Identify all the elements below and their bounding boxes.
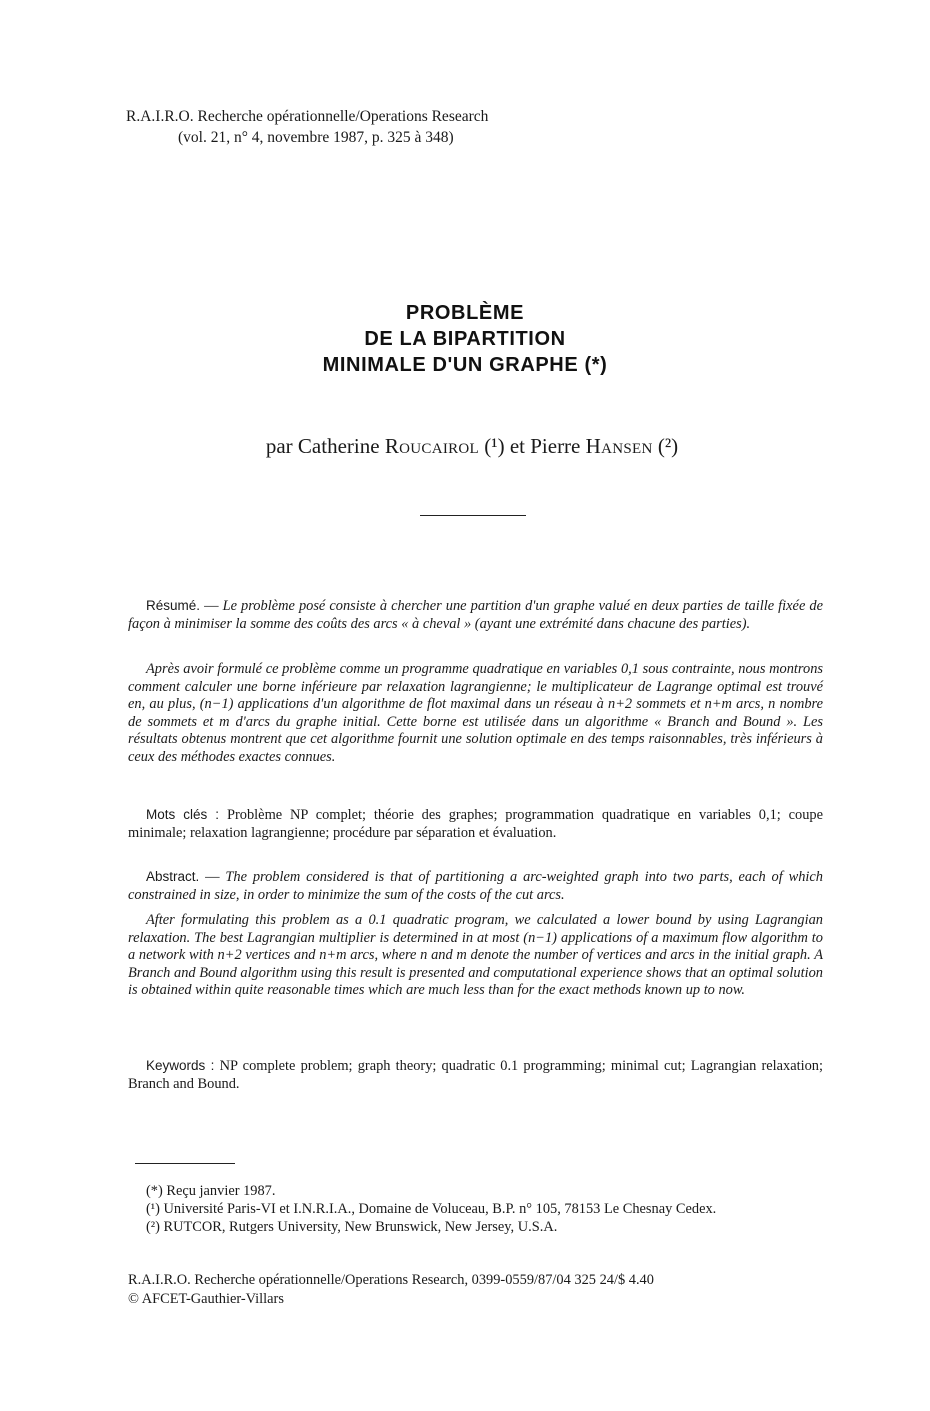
publication-info: R.A.I.R.O. Recherche opérationnelle/Operations Research, 0399-0559/87/04 325 24/$ 4.40 bbox=[128, 1272, 654, 1288]
keywords-text: NP complete problem; graph theory; quadratic 0.1 programming; minimal cut; Lagrangian relaxation; Branch and Bound. bbox=[128, 1058, 823, 1092]
abstract-label: Abstract. bbox=[146, 869, 200, 884]
footnote-affiliation-2: (²) RUTCOR, Rutgers University, New Brunswick, New Jersey, U.S.A. bbox=[146, 1219, 558, 1235]
keywords-paragraph bbox=[128, 1057, 823, 1093]
title-separator-rule bbox=[420, 515, 526, 516]
author-connector: et Pierre bbox=[509, 434, 586, 458]
resume-label: Résumé. bbox=[146, 598, 201, 613]
title-line-2: DE LA BIPARTITION bbox=[364, 328, 566, 350]
resume-text-1: Le problème posé consiste à chercher une partition d'un graphe valué en deux parties de taille fixée de façon à minimiser la somme des coûts des arcs « à cheval » (ayant une extrémité dans chacune des parties). bbox=[128, 598, 823, 632]
abstract-text-2: After formulating this problem as a 0.1 quadratic program, we calculated a lower bound by using Lagrangian relaxation. The best Lagrangian multiplier is determined in at most (n−1) applications of a maximum flow algorithm to a network with n+2 vertices and n+m arcs, where n and m denote the number of vertices and arcs in the initial graph. A Branch and Bound algorithm using this result is presented and computational experience shows that an optimal solution is obtained within quite reasonable times which are much less than for the exact methods known up to now. bbox=[128, 912, 823, 999]
resume-paragraph-1 bbox=[128, 597, 823, 633]
journal-name: R.A.I.R.O. Recherche opérationnelle/Operations Research bbox=[126, 108, 489, 125]
mots-cles-paragraph bbox=[128, 806, 823, 842]
author-1-surname: Roucairol bbox=[384, 434, 480, 458]
author-prefix: par Catherine bbox=[265, 434, 385, 458]
author-line bbox=[0, 434, 930, 459]
title-line-1: PROBLÈME bbox=[405, 302, 525, 324]
mots-cles-text: Problème NP complet; théorie des graphes; programmation quadratique en variables 0,1; coupe minimale; relaxation lagrangienne; procédure par séparation et évaluation. bbox=[128, 807, 823, 841]
author-2-mark: (²) bbox=[652, 434, 679, 458]
journal-header bbox=[126, 106, 488, 148]
abstract-dash: — bbox=[199, 869, 226, 885]
footnote-separator-rule bbox=[135, 1163, 235, 1164]
journal-volume: (vol. 21, n° 4, novembre 1987, p. 325 à 348) bbox=[178, 129, 454, 146]
author-2-surname: Hansen bbox=[585, 434, 653, 458]
paper-title bbox=[0, 300, 930, 378]
publication-footer bbox=[128, 1271, 654, 1309]
mots-cles-label: Mots clés : bbox=[146, 807, 227, 822]
footnotes bbox=[128, 1182, 825, 1236]
resume-dash: — bbox=[200, 598, 223, 614]
copyright-line: © AFCET-Gauthier-Villars bbox=[128, 1291, 284, 1307]
title-line-3: MINIMALE D'UN GRAPHE (*) bbox=[322, 354, 608, 376]
abstract-paragraph-1 bbox=[128, 868, 823, 904]
footnote-received: (*) Reçu janvier 1987. bbox=[146, 1183, 276, 1199]
abstract-text-1: The problem considered is that of partitioning a arc-weighted graph into two parts, each of which constrained in size, in order to minimize the sum of the costs of the cut arcs. bbox=[128, 869, 823, 903]
resume-text-2: Après avoir formulé ce problème comme un programme quadratique en variables 0,1 sous contrainte, nous montrons comment calculer une borne inférieure par relaxation lagrangienne; le multiplicateur de Lagrange optimal est trouvé en, au plus, (n−1) applications d'un algorithme de flot maximal dans un réseau à n+2 sommets et n+m arcs, n nombre de sommets et m d'arcs du graphe initial. Cette borne est utilisée dans un algorithme « Branch and Bound ». Les résultats obtenus montrent que cet algorithme fournit une solution optimale en des temps raisonnables, très inférieurs à ceux des méthodes exactes connues. bbox=[128, 661, 823, 765]
keywords-label: Keywords : bbox=[146, 1058, 220, 1073]
author-1-mark: (¹) bbox=[479, 434, 510, 458]
footnote-affiliation-1: (¹) Université Paris-VI et I.N.R.I.A., Domaine de Voluceau, B.P. n° 105, 78153 Le Chesnay Cedex. bbox=[146, 1201, 717, 1217]
resume-paragraph-2 bbox=[128, 661, 823, 767]
abstract-paragraph-2 bbox=[128, 912, 823, 1000]
